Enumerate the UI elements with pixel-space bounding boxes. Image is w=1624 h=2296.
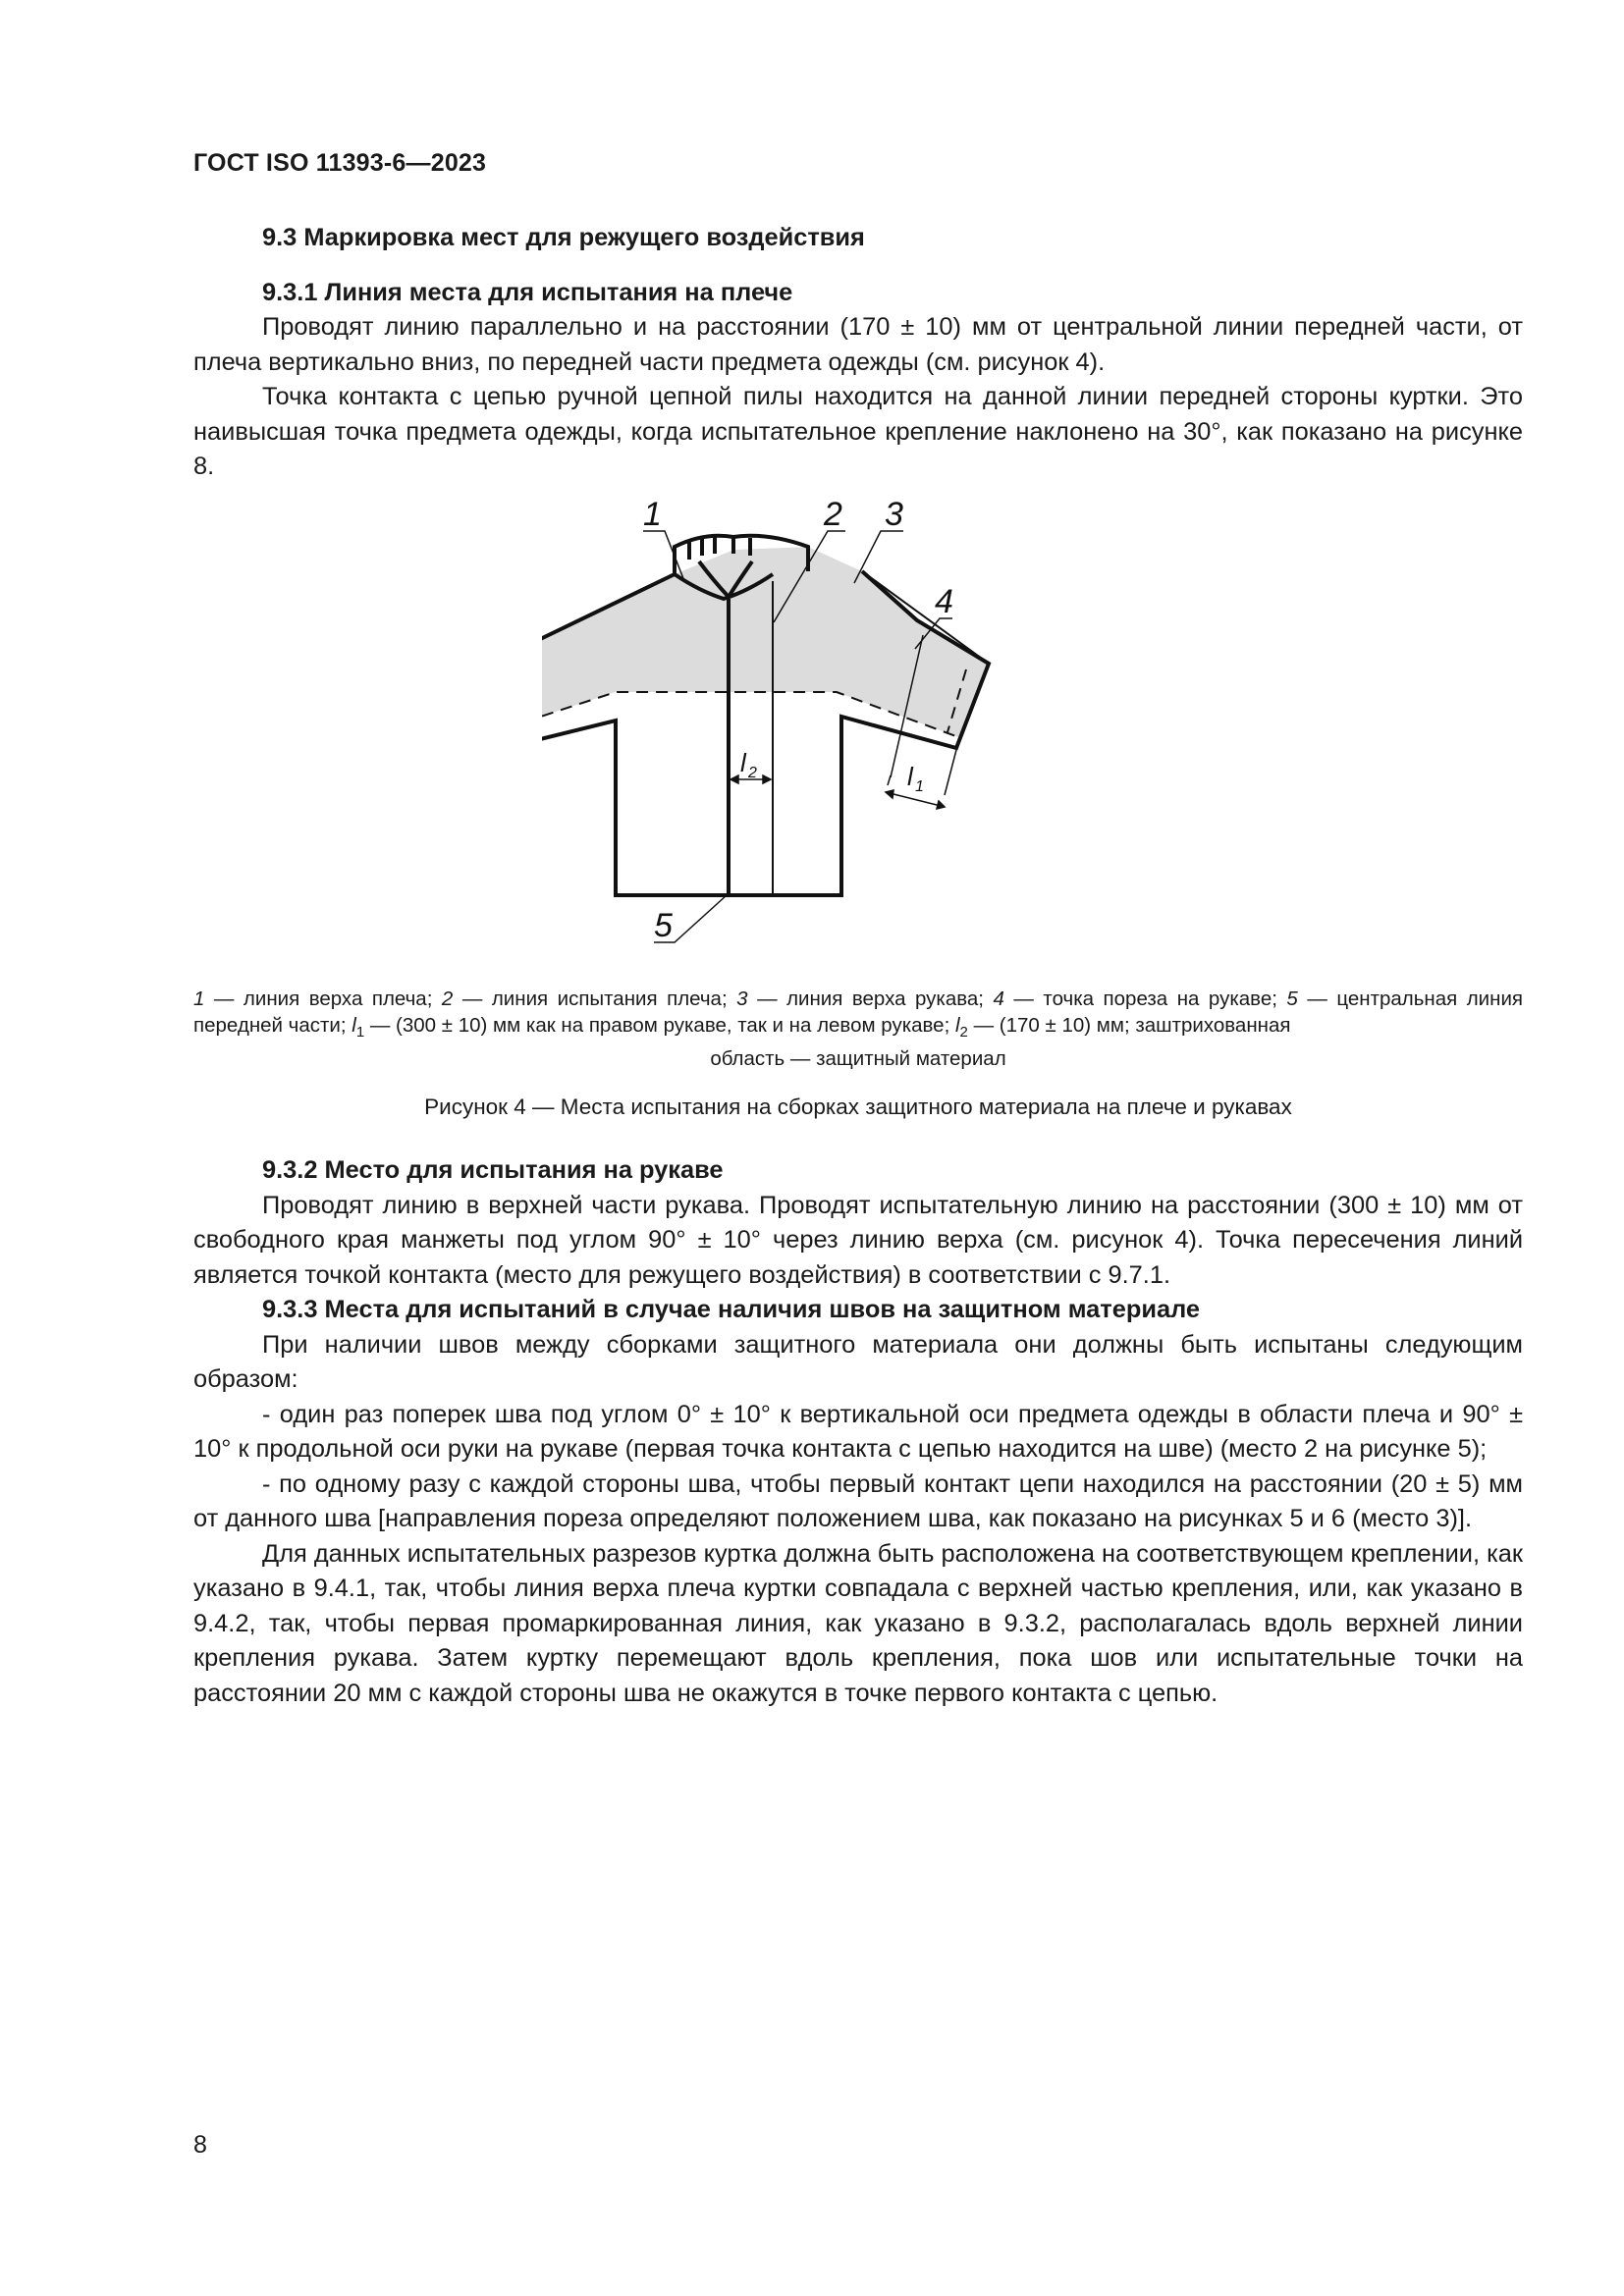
legend-text: — линия верха плеча; [204, 987, 442, 1010]
legend-key-3: 3 [736, 987, 748, 1010]
paragraph: Точка контакта с цепью ручной цепной пилы находится на данной линии передней стороны куртки. Это наивысшая точка предмета одежды, когда испытательное крепление наклонено на 30°, как показано на рисунке 8. [193, 383, 1523, 480]
label-5: 5 [654, 906, 673, 944]
section-heading-9-3-3: 9.3.3 Места для испытаний в случае наличия швов на защитном материале [262, 1296, 1200, 1324]
legend-text: — точка пореза на рукаве; [1003, 987, 1287, 1010]
paragraph: При наличии швов между сборками защитного материала они должны быть испытаны следующим образом: [193, 1330, 1523, 1394]
figure-legend-end: область — защитный материал [710, 1046, 1006, 1070]
figure-legend [193, 986, 1523, 1045]
label-l1-sub: 1 [915, 777, 924, 795]
label-1: 1 [643, 495, 662, 533]
paragraph: Проводят линию параллельно и на расстоянии (170 ± 10) мм от центральной линии передней части, от плеча вертикально вниз, по передней части предмета одежды (см. рисунок 4). [193, 313, 1523, 376]
section-heading-9-3: 9.3 Маркировка мест для режущего воздействия [262, 224, 865, 251]
legend-key-l2: l [954, 1013, 960, 1037]
paragraph: Проводят линию в верхней части рукава. Проводят испытательную линию на расстоянии (300 ± 10) мм от свободного края манжеты под углом 90° ± 10° через линию верха (см. рисунок 4). Точка пересечения линий является точкой контакта (место для режущего воздействия) в соответствии с 9.7.1. [193, 1191, 1523, 1289]
paragraph: - один раз поперек шва под углом 0° ± 10° к вертикальной оси предмета одежды в области плеча и 90° ± 10° к продольной оси руки на рукаве (первая точка контакта с цепью находится на шве) (место 2 на рисунке 5); [193, 1400, 1523, 1464]
section-heading-9-3-2: 9.3.2 Место для испытания на рукаве [262, 1156, 724, 1185]
document-header: ГОСТ ISO 11393-6—2023 [193, 149, 487, 177]
legend-text: — линия испытания плеча; [453, 987, 737, 1010]
legend-text: — (300 ± 10) мм как на правом рукаве, так и на левом рукаве; [364, 1013, 955, 1037]
label-2: 2 [824, 495, 842, 533]
section-heading-9-3-1: 9.3.1 Линия места для испытания на плече [262, 278, 793, 306]
page-content [193, 221, 1523, 1711]
legend-text: — (170 ± 10) мм; заштрихованная [967, 1013, 1291, 1037]
legend-key-l2-sub: 2 [959, 1023, 968, 1041]
legend-key-4: 4 [993, 987, 1004, 1010]
legend-text: — центральная линия передней части; [193, 987, 1524, 1037]
legend-key-5: 5 [1286, 987, 1298, 1010]
legend-key-2: 2 [441, 987, 454, 1010]
legend-key-1: 1 [193, 987, 205, 1010]
jacket-diagram [542, 493, 1151, 964]
figure-4 [193, 493, 1523, 984]
page-number: 8 [193, 2131, 207, 2159]
legend-text: — линия верха рукава; [747, 987, 994, 1010]
paragraph: - по одному разу с каждой стороны шва, чтобы первый контакт цепи находился на расстоянии (20 ± 5) мм от данного шва [направления пореза определяют положением шва, как показано на рисунках 5 и 6 (место 3)]. [193, 1469, 1523, 1533]
label-4: 4 [935, 582, 953, 620]
figure-caption: Рисунок 4 — Места испытания на сборках защитного материала на плече и рукавах [424, 1094, 1292, 1119]
label-l2-sub: 2 [748, 764, 757, 781]
legend-key-l1: l [352, 1013, 356, 1037]
legend-key-l1-sub: 1 [355, 1023, 365, 1041]
label-l2: l [740, 747, 746, 777]
label-l1: l [907, 761, 913, 791]
paragraph: Для данных испытательных разрезов куртка должна быть расположена на соответствующем креплении, как указано в 9.4.1, так, чтобы линия верха плеча куртки совпадала с верхней частью крепления, или, как указано в 9.4.2, так, чтобы первая промаркированная линия, как указано в 9.3.2, располагалась вдоль верхней линии крепления рукава. Затем куртку перемещают вдоль крепления, пока шов или испытательные точки на расстоянии 20 мм с каждой стороны шва не окажутся в точке первого контакта с цепью. [193, 1539, 1523, 1707]
label-3: 3 [885, 495, 903, 533]
